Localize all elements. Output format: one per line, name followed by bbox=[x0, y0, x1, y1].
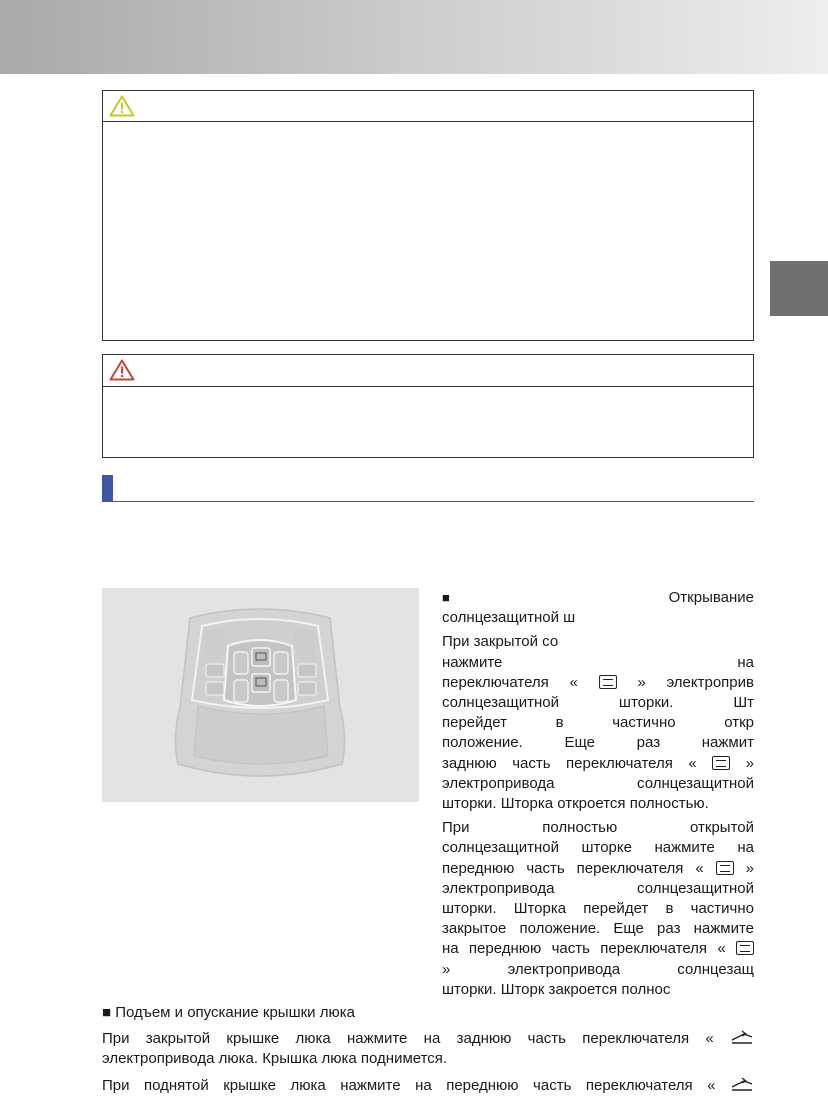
sunshade-opening-text bbox=[442, 588, 754, 1000]
caution-box bbox=[102, 90, 754, 341]
sunroof-tilt-heading: ■ Подъем и опускание крышки люка bbox=[102, 1004, 355, 1021]
sunroof-tilt-icon bbox=[730, 1030, 754, 1046]
sunshade-switch-icon bbox=[599, 675, 617, 689]
chapter-tab bbox=[770, 261, 828, 316]
header-band bbox=[0, 0, 828, 74]
sunroof-tilt-icon bbox=[730, 1077, 754, 1093]
warning-icon bbox=[109, 359, 135, 381]
tilt-paragraph-1: При закрытой крышке люка нажмите на заднюю часть переключателя « электропривода люка. Крышка люка поднимется. bbox=[102, 1029, 754, 1069]
section-heading-bar bbox=[102, 475, 754, 502]
sunshade-switch-icon bbox=[716, 861, 734, 875]
sunshade-heading-line1: ■ Открывание bbox=[442, 589, 754, 606]
warning-box bbox=[102, 354, 754, 458]
overhead-console-illustration bbox=[102, 588, 419, 802]
caution-box-header bbox=[103, 91, 753, 122]
sunshade-switch-icon bbox=[736, 941, 754, 955]
paragraph-2: При полностью открытой солнцезащитной шторке нажмите на переднюю часть переключателя « » электропривода солнцезащитной шторки. Шторка перейдет в частично закрытое положение. Еще раз нажмите на переднюю часть переключателя « » электропривода солнцезащ шторки. Шторк закроется полнос bbox=[442, 819, 755, 998]
warning-box-header bbox=[103, 355, 753, 387]
section-heading-marker bbox=[102, 475, 113, 501]
sunshade-heading-line2: солнцезащитной ш bbox=[442, 609, 576, 627]
tilt-paragraph-2: При поднятой крышке люка нажмите на переднюю часть переключателя « bbox=[102, 1076, 754, 1096]
sunshade-switch-icon bbox=[712, 756, 730, 770]
paragraph-1: При закрытой со нажмите на переключателя « » электроприв солнцезащитной шторки. Шт перейдет в частично откр положение. Еще раз нажмит заднюю часть переключателя « » электропривода солнцезащитной шторки. Шторка откроется полностью. bbox=[442, 633, 754, 813]
caution-icon bbox=[109, 95, 135, 117]
sunroof-tilt-text bbox=[102, 1003, 754, 1102]
